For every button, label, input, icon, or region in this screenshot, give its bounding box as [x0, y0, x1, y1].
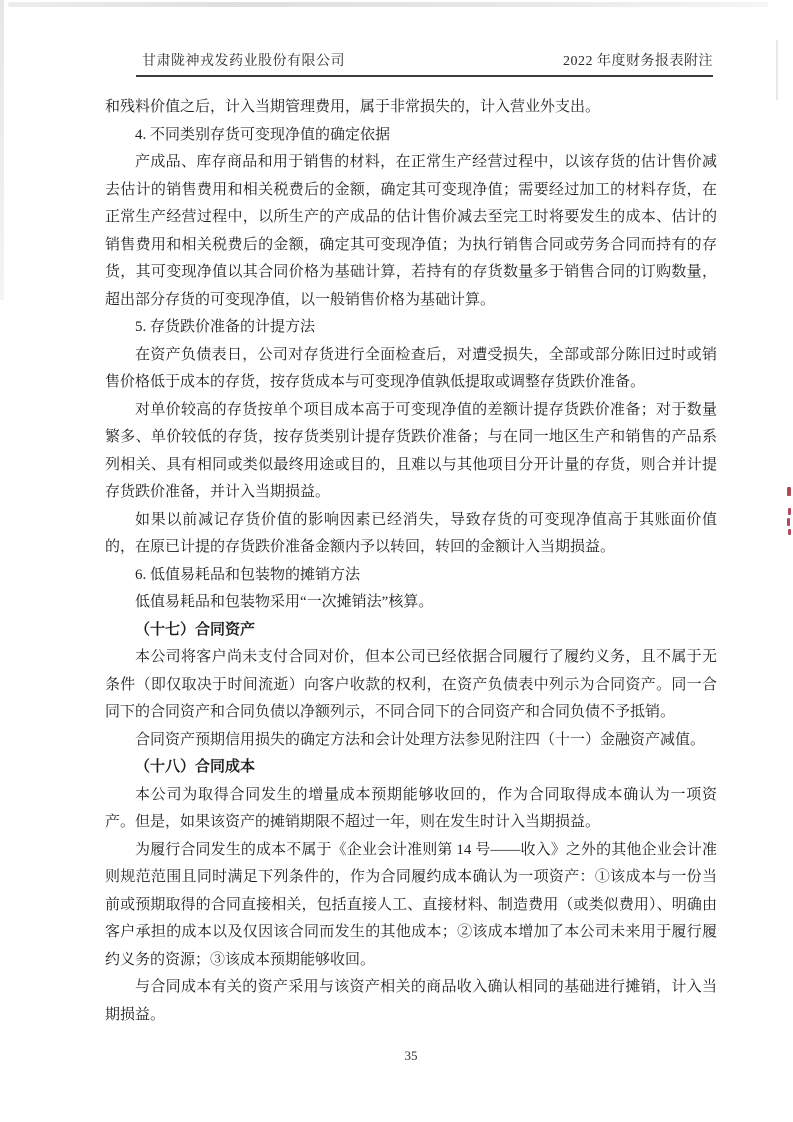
red-margin-mark	[787, 487, 791, 496]
scan-artifact-left-edge	[0, 0, 4, 300]
red-margin-mark	[788, 508, 791, 515]
section-heading: （十七）合同资产	[135, 621, 256, 638]
paragraph: 本公司为取得合同发生的增量成本预期能够收回的，作为合同取得成本确认为一项资产。但是，如果该资产的摊销期限不超过一年，则在发生时计入当期损益。	[105, 786, 717, 830]
paragraph: 在资产负债表日，公司对存货进行全面检查后，对遭受损失，全部或部分陈旧过时或销售价格低于成本的存货，按存货成本与可变现净值孰低提取或调整存货跌价准备。	[105, 346, 717, 390]
page-header	[136, 50, 713, 77]
header-doc-title: 2022 年度财务报表附注	[563, 54, 713, 69]
paragraph: 合同资产预期信用损失的确定方法和会计处理方法参见附注四（十一）金融资产减值。	[135, 731, 706, 748]
page-number: 35	[404, 1048, 418, 1063]
header-company-name: 甘肃陇神戎发药业股份有限公司	[142, 54, 345, 69]
paragraph: 为履行合同发生的成本不属于《企业会计准则第 14 号——收入》之外的其他企业会计准则规范范围且同时满足下列条件的，作为合同履约成本确认为一项资产：①该成本与一份当前或预期取得的合同直接相关，包括直接人工、直接材料、制造费用（或类似费用）、明确由客户承担的成本以及仅因该合同而发生的其他成本；②该成本增加了本公司未来用于履行履约义务的资源；③该成本预期能够收回。	[105, 841, 717, 968]
paragraph: 产成品、库存商品和用于销售的材料，在正常生产经营过程中，以该存货的估计售价减去估计的销售费用和相关税费后的金额，确定其可变现净值；需要经过加工的材料存货，在正常生产经营过程中，以所生产的产成品的估计售价减去至完工时将要发生的成本、估计的销售费用和相关税费后的金额，确定其可变现净值；为执行销售合同或劳务合同而持有的存货，其可变现净值以其合同价格为基础计算，若持有的存货数量多于销售合同的订购数量，超出部分存货的可变现净值，以一般销售价格为基础计算。	[105, 154, 717, 308]
red-margin-mark	[788, 529, 791, 535]
paragraph: 与合同成本有关的资产采用与该资产相关的商品收入确认相同的基础进行摊销，计入当期损益。	[105, 979, 717, 1023]
page-footer	[105, 1048, 717, 1064]
scan-artifact-right-edge	[776, 40, 778, 100]
document-body	[105, 94, 717, 1029]
section-heading: （十八）合同成本	[135, 759, 256, 775]
paragraph: 和残料价值之后，计入当期管理费用，属于非常损失的，计入营业外支出。	[105, 99, 601, 115]
red-margin-mark	[787, 518, 790, 526]
scan-artifact-top-edge	[8, 2, 768, 7]
sub-heading: 6. 低值易耗品和包装物的摊销方法	[135, 566, 361, 583]
paragraph: 如果以前减记存货价值的影响因素已经消失，导致存货的可变现净值高于其账面价值的，在原已计提的存货跌价准备金额内予以转回，转回的金额计入当期损益。	[105, 511, 717, 555]
sub-heading: 4. 不同类别存货可变现净值的确定依据	[135, 126, 391, 143]
paragraph: 对单价较高的存货按单个项目成本高于可变现净值的差额计提存货跌价准备；对于数量繁多、单价较低的存货，按存货类别计提存货跌价准备；与在同一地区生产和销售的产品系列相关、具有相同或类似最终用途或目的，且难以与其他项目分开计量的存货，则合并计提存货跌价准备，并计入当期损益。	[105, 401, 717, 500]
sub-heading: 5. 存货跌价准备的计提方法	[135, 319, 316, 335]
paragraph: 低值易耗品和包装物采用“一次摊销法”核算。	[135, 594, 434, 610]
paragraph: 本公司将客户尚未支付合同对价，但本公司已经依据合同履行了履约义务，且不属于无条件（即仅取决于时间流逝）向客户收款的权利，在资产负债表中列示为合同资产。同一合同下的合同资产和合同负债以净额列示，不同合同下的合同资产和合同负债不予抵销。	[105, 649, 717, 720]
